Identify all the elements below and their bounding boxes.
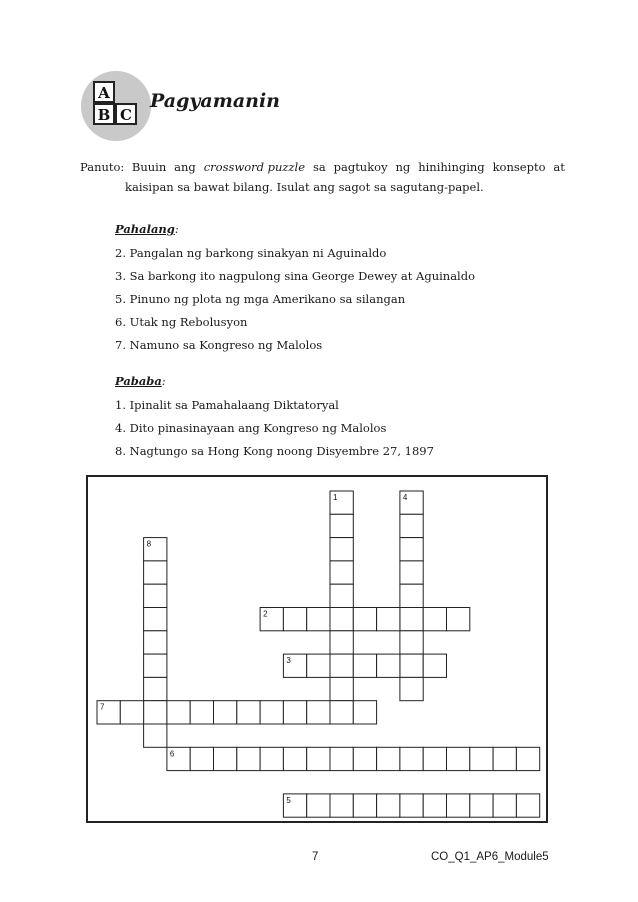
- crossword-cell[interactable]: [330, 608, 353, 631]
- instructions: [80, 157, 565, 197]
- crossword-cell[interactable]: [190, 747, 213, 770]
- instr-word: konsepto: [492, 160, 546, 174]
- crossword-cell[interactable]: [283, 608, 306, 631]
- crossword-cell[interactable]: [144, 561, 167, 584]
- crossword-cell[interactable]: [330, 701, 353, 724]
- crossword-cell[interactable]: [283, 747, 306, 770]
- crossword-cell[interactable]: [330, 631, 353, 654]
- crossword-cell[interactable]: [516, 747, 539, 770]
- crossword-cell[interactable]: [144, 654, 167, 677]
- crossword-cell[interactable]: [493, 794, 516, 817]
- crossword-cell[interactable]: [377, 654, 400, 677]
- logo-letter-c: C: [120, 106, 132, 124]
- crossword-cell[interactable]: [190, 701, 213, 724]
- crossword-clue-number-5: 5: [286, 795, 291, 805]
- crossword-cell[interactable]: [447, 794, 470, 817]
- crossword-clue-number-3: 3: [286, 656, 291, 666]
- crossword-cell[interactable]: [400, 631, 423, 654]
- instr-word-emphasis: crossword puzzle: [203, 160, 306, 174]
- crossword-cell[interactable]: [283, 701, 306, 724]
- crossword-cell[interactable]: [353, 608, 376, 631]
- instr-word: sa: [312, 160, 326, 174]
- crossword-cell[interactable]: [237, 747, 260, 770]
- crossword-cell[interactable]: [330, 584, 353, 607]
- crossword-cell[interactable]: [353, 747, 376, 770]
- crossword-cell[interactable]: [307, 794, 330, 817]
- crossword-cell[interactable]: [423, 654, 446, 677]
- crossword-cell[interactable]: [423, 747, 446, 770]
- crossword-cell[interactable]: [493, 747, 516, 770]
- crossword-cell[interactable]: [330, 538, 353, 561]
- crossword-cell[interactable]: [400, 561, 423, 584]
- crossword-cell[interactable]: [470, 747, 493, 770]
- crossword-cell[interactable]: [516, 794, 539, 817]
- across-heading: Pahalang: [115, 222, 175, 236]
- crossword-cell[interactable]: [260, 701, 283, 724]
- instr-word: ng: [395, 160, 411, 174]
- crossword-cell[interactable]: [167, 701, 190, 724]
- crossword-cell[interactable]: [400, 584, 423, 607]
- crossword-cell[interactable]: [144, 608, 167, 631]
- clue-across-2: 2. Pangalan ng barkong sinakyan ni Aguinaldo: [115, 246, 387, 260]
- down-heading: Pababa: [115, 374, 162, 388]
- instr-word: hinihinging: [418, 160, 485, 174]
- across-clues: Pahalang: 2. Pangalan ng barkong sinakyan ni Aguinaldo 3. Sa barkong ito nagpulong sina George Dewey at Aguinaldo 5. Pinuno ng plota ng mga Amerikano sa silangan 6. Utak ng Rebolusyon 7. Namuno sa Kongreso ng Malolos: [115, 219, 475, 357]
- instr-word: Buuin: [131, 160, 167, 174]
- instr-word: pagtukoy: [333, 160, 388, 174]
- crossword-cell[interactable]: [377, 794, 400, 817]
- logo-letter-b: B: [97, 106, 111, 124]
- clue-across-5: 5. Pinuno ng plota ng mga Amerikano sa silangan: [115, 292, 406, 306]
- crossword-clue-number-6: 6: [169, 749, 175, 759]
- crossword-cell[interactable]: [353, 654, 376, 677]
- instr-word: at: [553, 160, 565, 174]
- crossword-clue-number-8: 8: [146, 539, 152, 549]
- crossword-cell[interactable]: [144, 677, 167, 700]
- clue-down-1: 1. Ipinalit sa Pamahalaang Diktatoryal: [115, 398, 339, 412]
- crossword-cell[interactable]: [330, 514, 353, 537]
- crossword-cell[interactable]: [144, 724, 167, 747]
- crossword-cell[interactable]: [307, 747, 330, 770]
- crossword-cell[interactable]: [330, 561, 353, 584]
- crossword-cell[interactable]: [470, 794, 493, 817]
- crossword-cell[interactable]: [144, 701, 167, 724]
- instructions-line1: [80, 157, 565, 177]
- instructions-label: Panuto:: [80, 160, 125, 174]
- crossword-grid: [88, 477, 546, 821]
- crossword-cell[interactable]: [330, 794, 353, 817]
- crossword-cell[interactable]: [423, 608, 446, 631]
- crossword-clue-number-4: 4: [402, 493, 408, 502]
- crossword-cell[interactable]: [307, 654, 330, 677]
- crossword-cell[interactable]: [330, 747, 353, 770]
- crossword-cell[interactable]: [377, 747, 400, 770]
- crossword-cell[interactable]: [447, 747, 470, 770]
- module-code: CO_Q1_AP6_Module5: [431, 851, 549, 863]
- instructions-line2: kaisipan sa bawat bilang. Isulat ang sagot sa sagutang-papel.: [125, 180, 484, 194]
- clue-across-6: 6. Utak ng Rebolusyon: [115, 315, 248, 329]
- clue-down-8: 8. Nagtungo sa Hong Kong noong Disyembre 27, 1897: [115, 444, 434, 458]
- clue-down-4: 4. Dito pinasinayaan ang Kongreso ng Malolos: [115, 421, 387, 435]
- crossword-cell[interactable]: [237, 701, 260, 724]
- crossword-frame: [86, 475, 548, 823]
- clue-across-3: 3. Sa barkong ito nagpulong sina George Dewey at Aguinaldo: [115, 269, 476, 283]
- crossword-cell[interactable]: [260, 747, 283, 770]
- crossword-cell[interactable]: [400, 514, 423, 537]
- crossword-cell[interactable]: [400, 794, 423, 817]
- crossword-cell[interactable]: [330, 654, 353, 677]
- crossword-cell[interactable]: [447, 608, 470, 631]
- crossword-clue-number-2: 2: [263, 609, 268, 619]
- crossword-cell[interactable]: [214, 701, 237, 724]
- crossword-cell[interactable]: [400, 538, 423, 561]
- down-clues: Pababa: 1. Ipinalit sa Pamahalaang Diktatoryal 4. Dito pinasinayaan ang Kongreso ng Malolos 8. Nagtungo sa Hong Kong noong Disyembre 27, 1897: [115, 371, 434, 463]
- crossword-cell[interactable]: [353, 701, 376, 724]
- crossword-cell[interactable]: [423, 794, 446, 817]
- clue-across-7: 7. Namuno sa Kongreso ng Malolos: [115, 338, 323, 352]
- crossword-cell[interactable]: [353, 794, 376, 817]
- crossword-cell[interactable]: [307, 701, 330, 724]
- crossword-cell[interactable]: [400, 654, 423, 677]
- crossword-cell[interactable]: [144, 584, 167, 607]
- crossword-cell[interactable]: [330, 677, 353, 700]
- crossword-cell[interactable]: [400, 608, 423, 631]
- crossword-clue-number-7: 7: [100, 702, 105, 712]
- crossword-clue-number-1: 1: [333, 493, 338, 502]
- instr-word: ang: [174, 160, 196, 174]
- abc-blocks-icon: [80, 70, 152, 142]
- page-number: 7: [312, 851, 319, 863]
- crossword-cell[interactable]: [214, 747, 237, 770]
- crossword-cell[interactable]: [400, 677, 423, 700]
- section-title: Pagyamanin: [150, 90, 280, 112]
- crossword-cell[interactable]: [377, 608, 400, 631]
- logo-letter-a: A: [98, 84, 110, 102]
- crossword-cell[interactable]: [400, 747, 423, 770]
- crossword-cell[interactable]: [307, 608, 330, 631]
- crossword-cell[interactable]: [144, 631, 167, 654]
- crossword-cell[interactable]: [120, 701, 143, 724]
